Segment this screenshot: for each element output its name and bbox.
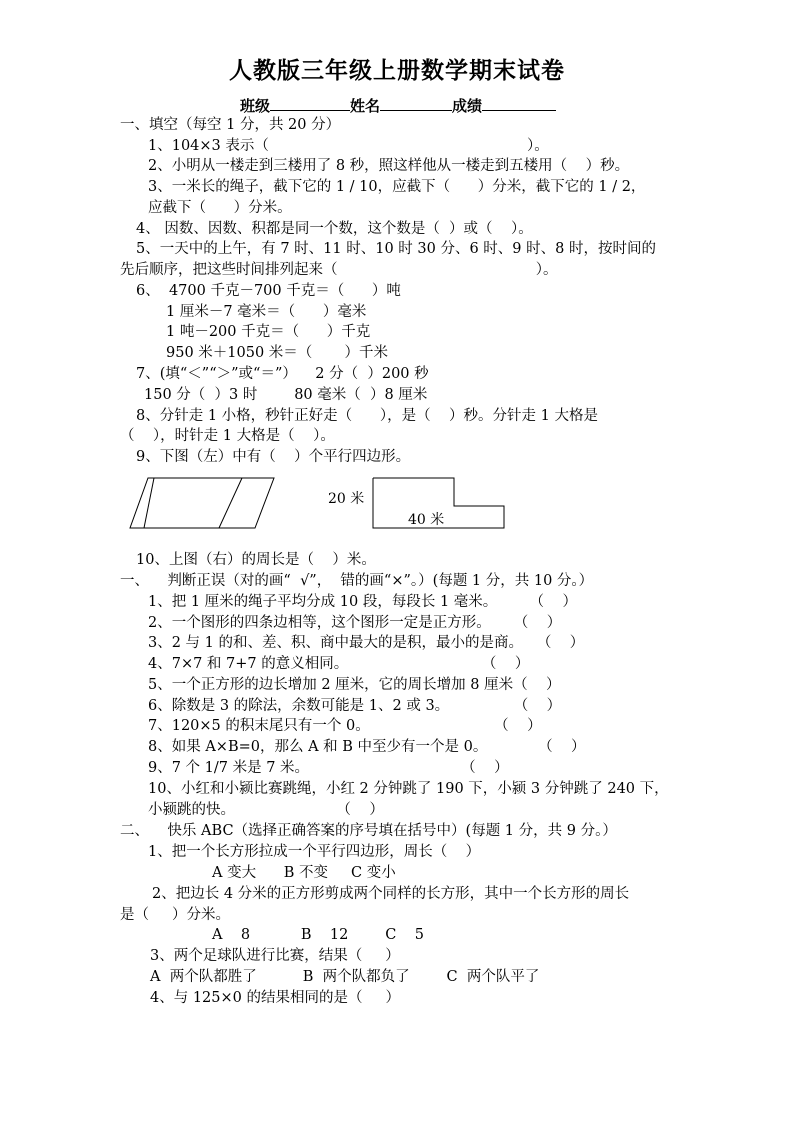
question-line: 1、把一个长方形拉成一个平行四边形，周长（ ） bbox=[148, 844, 481, 860]
question-line: 3、一米长的绳子，截下它的 1 / 10，应截下（ ）分米，截下它的 1 / 2， bbox=[148, 179, 646, 195]
question-line: （ ），时针走 1 大格是（ ）。 bbox=[120, 428, 335, 444]
question-line: 4、 因数、因数、积都是同一个数，这个数是（ ）或（ ）。 bbox=[136, 221, 533, 237]
page-title: 人教版三年级上册数学期末试卷 bbox=[229, 57, 565, 84]
question-line: 1 吨－200 千克＝（ ）千克 bbox=[166, 324, 371, 340]
question-line: 9、7 个 1/7 米是 7 米。 （ ） bbox=[148, 760, 509, 776]
height-label: 20 米 bbox=[328, 491, 365, 507]
question-line: 3、2 与 1 的和、差、积、商中最大的是积，最小的是商。 （ ） bbox=[148, 635, 585, 651]
question-line: 8、分针走 1 小格，秒针正好走（ ），是（ ）秒。分针走 1 大格是 bbox=[136, 408, 598, 424]
question-line: 1 厘米－7 毫米＝（ ）毫米 bbox=[166, 304, 367, 320]
parallelogram-figure bbox=[128, 474, 278, 532]
question-line: 5、一个正方形的边长增加 2 厘米，它的周长增加 8 厘米（ ） bbox=[148, 677, 561, 693]
question-line: 8、如果 A×B=0，那么 A 和 B 中至少有一个是 0。 （ ） bbox=[148, 739, 586, 755]
section-1-heading: 一、填空（每空 1 分，共 20 分） bbox=[120, 117, 341, 133]
question-line: 10、上图（右）的周长是（ ）米。 bbox=[136, 552, 376, 568]
score-label: 成绩 bbox=[452, 97, 483, 115]
question-line: 7、(填“＜”“＞”或“＝”） 2 分（ ）200 秒 bbox=[136, 366, 429, 382]
question-line: 7、120×5 的积末尾只有一个 0。 （ ） bbox=[148, 718, 542, 734]
question-line: 10、小红和小颍比赛跳绳，小红 2 分钟跳了 190 下，小颍 3 分钟跳了 240 下， bbox=[148, 781, 669, 797]
student-info-line bbox=[240, 95, 556, 116]
name-blank[interactable] bbox=[380, 95, 452, 111]
question-line: 1、104×3 表示（ ）。 bbox=[148, 138, 549, 154]
choice-line: A 8 B 12 C 5 bbox=[212, 927, 425, 943]
question-line: 3、两个足球队进行比赛，结果（ ） bbox=[150, 948, 400, 964]
question-line: 950 米＋1050 米＝（ ）千米 bbox=[166, 345, 389, 361]
question-line: 1、把 1 厘米的绳子平均分成 10 段，每段长 1 毫米。 （ ） bbox=[148, 594, 577, 610]
question-line: 5、一天中的上午，有 7 时、11 时、10 时 30 分、6 时、9 时、8 时，按时间的 bbox=[136, 241, 656, 257]
l-shape-figure bbox=[322, 474, 512, 534]
choice-line: A 两个队都胜了 B 两个队都负了 C 两个队平了 bbox=[150, 969, 540, 985]
width-label: 40 米 bbox=[408, 512, 445, 528]
question-line: 应截下（ ）分米。 bbox=[148, 200, 292, 216]
question-line: 150 分（ ）3 时 80 毫米（ ）8 厘米 bbox=[144, 387, 428, 403]
name-label: 姓名 bbox=[350, 97, 381, 115]
score-blank[interactable] bbox=[482, 95, 556, 111]
choice-line: A 变大 B 不变 C 变小 bbox=[212, 865, 396, 881]
question-line: 4、与 125×0 的结果相同的是（ ） bbox=[150, 990, 401, 1006]
question-line: 是（ ）分米。 bbox=[120, 907, 231, 923]
question-line: 小颍跳的快。 （ ） bbox=[148, 802, 384, 818]
class-label: 班级 bbox=[240, 97, 271, 115]
class-blank[interactable] bbox=[270, 95, 350, 111]
section-2-heading: 一、 判断正误（对的画“ √”， 错的画“×”。）(每题 1 分，共 10 分。） bbox=[120, 573, 594, 589]
question-line: 9、下图（左）中有（ ）个平行四边形。 bbox=[136, 449, 411, 465]
question-line: 2、小明从一楼走到三楼用了 8 秒，照这样他从一楼走到五楼用（ ）秒。 bbox=[148, 158, 630, 174]
question-line: 2、把边长 4 分米的正方形剪成两个同样的长方形，其中一个长方形的周长 bbox=[152, 886, 630, 902]
section-3-heading: 二、 快乐 ABC（选择正确答案的序号填在括号中）(每题 1 分，共 9 分。） bbox=[120, 823, 617, 839]
question-line: 2、一个图形的四条边相等，这个图形一定是正方形。 （ ） bbox=[148, 615, 562, 631]
question-line: 6、 4700 千克－700 千克＝（ ）吨 bbox=[136, 283, 401, 299]
question-line: 6、除数是 3 的除法，余数可能是 1、2 或 3。 （ ） bbox=[148, 698, 562, 714]
question-line: 先后顺序，把这些时间排列起来（ ）。 bbox=[120, 262, 558, 278]
question-line: 4、7×7 和 7+7 的意义相同。 （ ） bbox=[148, 656, 530, 672]
